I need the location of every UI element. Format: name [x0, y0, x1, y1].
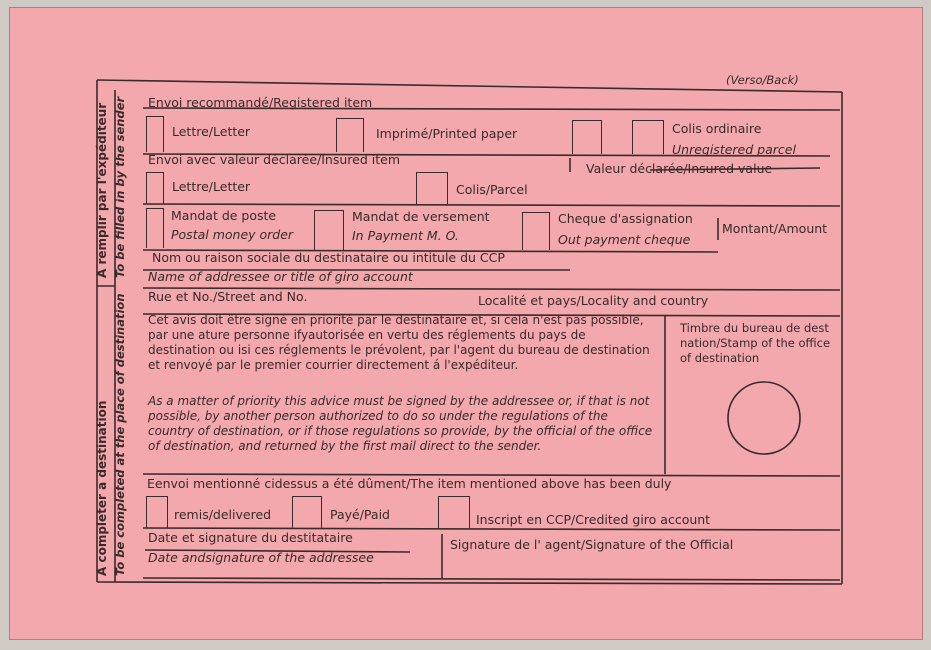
- checkbox-payment-mo[interactable]: [314, 210, 344, 250]
- amount-label: Montant/Amount: [722, 221, 828, 236]
- street-label: Rue et No./Street and No.: [148, 289, 308, 304]
- checkbox-postal-money-order[interactable]: [146, 208, 164, 248]
- insured-value-label: Valeur déclarée/Insured value: [586, 161, 773, 176]
- insured-parcel-label: Colis/Parcel: [456, 182, 528, 197]
- checkbox-credited-giro[interactable]: [438, 496, 470, 528]
- destination-fill-fr: A completer a destination: [95, 400, 109, 576]
- ordinary-parcel-en: Unregistered parcel: [672, 142, 796, 157]
- payment-mo-fr: Mandat de versement: [352, 209, 490, 224]
- delivery-status-title: Eenvoi mentionné cidessus a été dûment/The item mentioned above has been duly: [147, 476, 672, 491]
- postal-money-order-fr: Mandat de poste: [171, 208, 277, 223]
- registered-item-title: Envoi recommandé/Registered item: [148, 95, 373, 110]
- checkbox-parcel-a[interactable]: [572, 120, 602, 154]
- delivered-label: remis/delivered: [174, 507, 272, 522]
- checkbox-insured-letter[interactable]: [146, 172, 164, 204]
- destination-fill-en: To be completed at the place of destination: [113, 293, 127, 576]
- stamp-office-label: Timbre du bureau de dest nation/Stamp of the office of destination: [680, 321, 831, 365]
- out-payment-cheque-en: Out payment cheque: [558, 232, 691, 247]
- printed-paper-label: Imprimé/Printed paper: [376, 126, 518, 141]
- locality-label: Localité et pays/Locality and country: [478, 293, 709, 308]
- addressee-date-signature-en: Date andsignature of the addressee: [148, 550, 374, 565]
- payment-mo-en: In Payment M. O.: [352, 228, 459, 243]
- checkbox-out-payment-cheque[interactable]: [522, 212, 550, 250]
- stamp-circle: [728, 382, 800, 454]
- sender-fill-fr: A remplir par l'expéditeur: [95, 102, 109, 278]
- checkbox-printed-paper[interactable]: [336, 118, 364, 152]
- insured-letter-label: Lettre/Letter: [172, 179, 251, 194]
- postal-money-order-en: Postal money order: [171, 227, 294, 242]
- insured-item-title: Envoi avec valeur déclarée/Insured item: [148, 152, 400, 167]
- addressee-date-signature-fr: Date et signature du destitataire: [148, 530, 353, 545]
- credited-giro-label: Inscript en CCP/Credited giro account: [476, 512, 711, 527]
- reply-card: [9, 7, 923, 640]
- checkbox-registered-letter[interactable]: [146, 116, 164, 152]
- out-payment-cheque-fr: Cheque d'assignation: [558, 211, 693, 226]
- checkbox-insured-parcel[interactable]: [416, 172, 448, 204]
- notice-text-fr: Cet avis doit être signé en priorité par le destinataire et, si cela n'est pas possible, par une ature personne ifyautorisée en vertu des réglements du pays de destination ou isi ces réglements le prévolent, par l'agent du bureau de destination et renvoyé par le premier courrier directement á l'expéditeur.: [148, 313, 650, 372]
- addressee-name-en: Name of addressee or title of giro account: [148, 269, 413, 284]
- notice-text-en: As a matter of priority this advice must be signed by the addressee or, if that is not possible, by another person authorized to do so under the regulations of the country of destination, or if those regulations so provide, by the official of the office of destination, and returned by the first mail direct to the sender.: [148, 394, 653, 453]
- addressee-name-fr: Nom ou raison sociale du destinataire ou intitule du CCP: [152, 250, 505, 265]
- checkbox-paid[interactable]: [292, 496, 322, 528]
- checkbox-parcel-b[interactable]: [632, 120, 664, 154]
- paid-label: Payé/Paid: [330, 507, 390, 522]
- registered-letter-label: Lettre/Letter: [172, 124, 251, 139]
- checkbox-delivered[interactable]: [146, 496, 168, 528]
- official-signature-label: Signature de l' agent/Signature of the Official: [450, 537, 734, 552]
- verso-back-label: (Verso/Back): [726, 73, 799, 87]
- sender-fill-en: To be filled in by the sender: [113, 96, 127, 278]
- ordinary-parcel-fr: Colis ordinaire: [672, 121, 762, 136]
